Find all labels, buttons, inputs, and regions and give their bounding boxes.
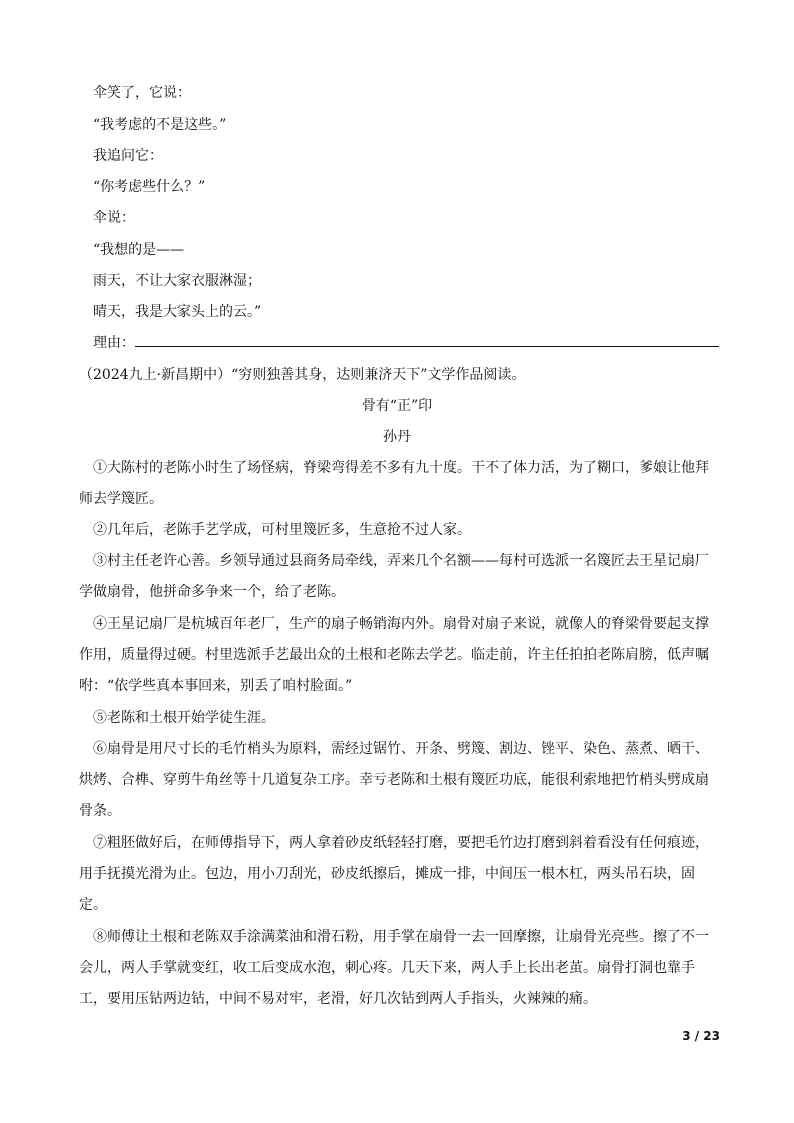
poem-line-3: 我追问它： bbox=[93, 148, 163, 164]
section-intro: （2024九上·新昌期中）“穷则独善其身，达则兼济天下”文学作品阅读。 bbox=[79, 367, 526, 383]
poem-line-7: 雨天，不让大家衣服淋湿； bbox=[93, 273, 261, 289]
poem-line-2: “我考虑的不是这些。” bbox=[93, 117, 227, 133]
poem-line-6: “我想的是—— bbox=[93, 242, 185, 258]
poem-line-5: 伞说： bbox=[93, 210, 135, 226]
reason-answer-line bbox=[135, 346, 719, 347]
reason-label: 理由： bbox=[93, 335, 135, 351]
paragraph-6: ⑥扇骨是用尺寸长的毛竹梢头为原料，需经过锯竹、开条、劈篾、割边、锉平、染色、蒸煮、晒干、烘烤、合榫、穿剪牛角丝等十几道复杂工序。幸亏老陈和土根有篾匠功底，能很利索地把竹梢头劈成扇骨条。 bbox=[79, 741, 709, 819]
paragraph-5: ⑤老陈和土根开始学徒生涯。 bbox=[93, 710, 275, 726]
paragraph-3: ③村主任老许心善。乡领导通过县商务局牵线，弄来几个名额——每村可选派一名篾匠去王星记扇厂学做扇骨，他拼命多争来一个，给了老陈。 bbox=[79, 553, 709, 600]
paragraph-1: ①大陈村的老陈小时生了场怪病，脊梁弯得差不多有九十度。干不了体力活，为了糊口，爹娘让他拜师去学篾匠。 bbox=[79, 460, 709, 507]
poem-line-1: 伞笑了，它说： bbox=[93, 85, 191, 101]
page-number: 3 / 23 bbox=[682, 1029, 720, 1043]
paragraph-2: ②几年后，老陈手艺学成，可村里篾匠多，生意抢不过人家。 bbox=[93, 522, 471, 538]
paragraph-8: ⑧师傅让土根和老陈双手涂满菜油和滑石粉，用手掌在扇骨一去一回摩擦，让扇骨光亮些。擦了不一会儿，两人手掌就变红，收工后变成水泡，刺心疼。几天下来，两人手上长出老茧。扇骨打洞也靠手工，要用压钻两边钻，中间不易对牢，老滑，好几次钻到两人手指头，火辣辣的痛。 bbox=[79, 929, 709, 1007]
paragraph-7: ⑦粗胚做好后，在师傅指导下，两人拿着砂皮纸轻轻打磨，要把毛竹边打磨到斜着看没有任何痕迹，用手抚摸光滑为止。包边，用小刀刮光，砂皮纸擦后，摊成一排，中间压一根木杠，两头吊石块，固定。 bbox=[79, 835, 709, 913]
article-author: 孙丹 bbox=[383, 429, 411, 445]
poem-line-4: “你考虑些什么？” bbox=[93, 179, 206, 195]
article-title: 骨有“正”印 bbox=[361, 398, 433, 414]
poem-line-8: 晴天，我是大家头上的云。” bbox=[93, 304, 262, 320]
paragraph-4: ④王星记扇厂是杭城百年老厂，生产的扇子畅销海内外。扇骨对扇子来说，就像人的脊梁骨要起支撑作用，质量得过硬。村里选派手艺最出众的土根和老陈去学艺。临走前，许主任拍拍老陈肩膀，低声嘱咐：“依学些真本事回来，别丢了咱村脸面。” bbox=[79, 616, 709, 694]
